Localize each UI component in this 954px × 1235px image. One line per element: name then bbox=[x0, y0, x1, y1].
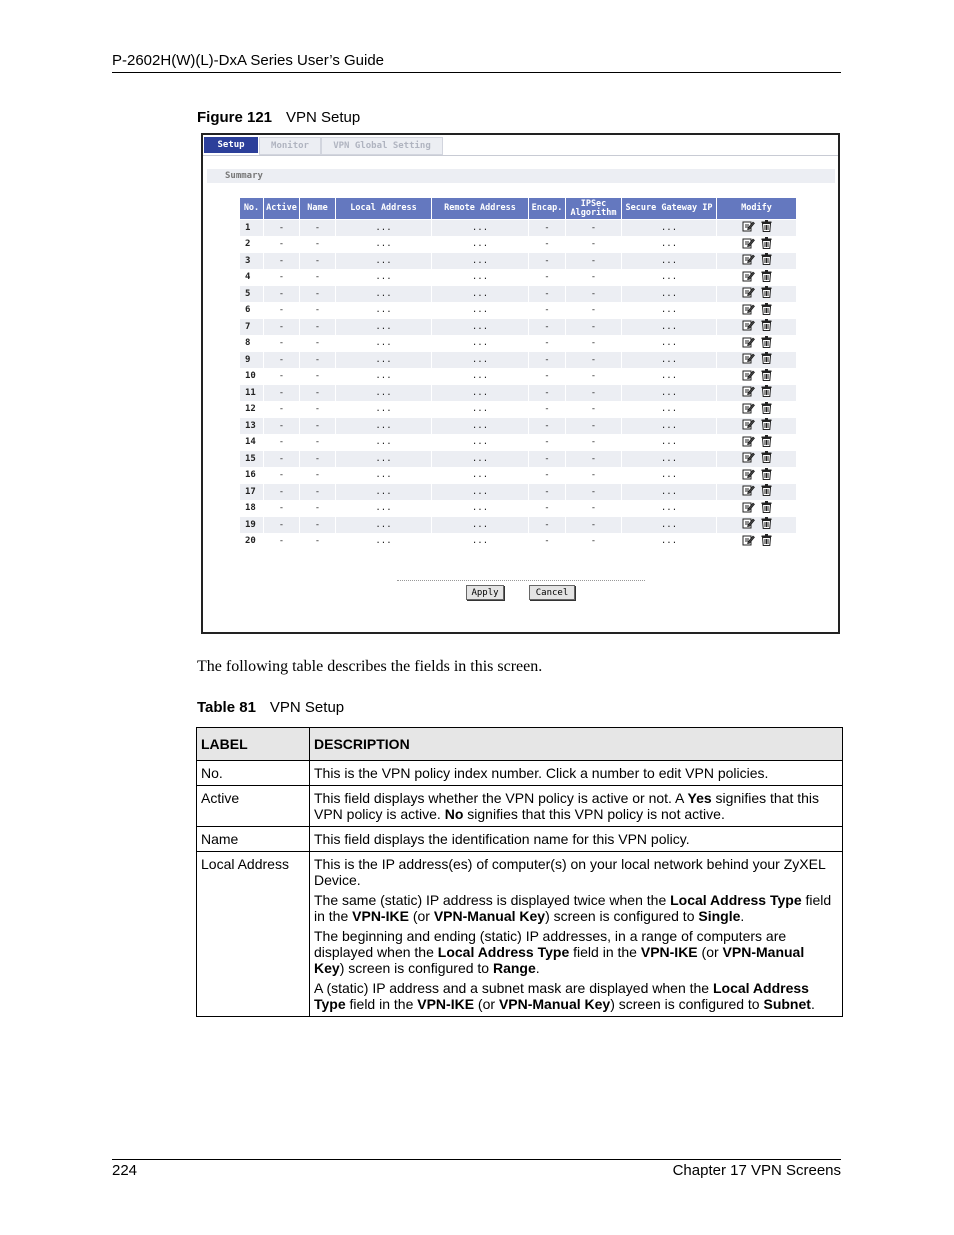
cell-no[interactable]: 15 bbox=[240, 451, 263, 467]
tab-vpn-global-setting[interactable]: VPN Global Setting bbox=[321, 137, 443, 155]
cell-remote-address: ... bbox=[432, 534, 528, 550]
cell-active: - bbox=[264, 402, 299, 418]
table-row bbox=[240, 352, 796, 368]
tab-setup[interactable]: Setup bbox=[204, 137, 258, 153]
cell-encap: - bbox=[529, 270, 565, 286]
tab-bar bbox=[203, 135, 838, 156]
delete-icon[interactable] bbox=[761, 435, 772, 450]
cell-modify bbox=[717, 435, 796, 451]
table-caption bbox=[197, 699, 344, 716]
cell-modify bbox=[717, 237, 796, 253]
summary-section-header bbox=[207, 169, 835, 183]
cell-name: - bbox=[300, 534, 335, 550]
cell-name: - bbox=[300, 270, 335, 286]
apply-button[interactable]: Apply bbox=[466, 585, 504, 600]
cell-ipsec-algorithm: - bbox=[566, 220, 621, 236]
cell-local-address: ... bbox=[336, 220, 431, 236]
row-label: Name bbox=[197, 827, 310, 852]
cell-remote-address: ... bbox=[432, 270, 528, 286]
cell-active: - bbox=[264, 270, 299, 286]
cell-secure-gateway-ip: ... bbox=[622, 484, 716, 500]
cell-remote-address: ... bbox=[432, 418, 528, 434]
cell-ipsec-algorithm: - bbox=[566, 319, 621, 335]
cell-ipsec-algorithm: - bbox=[566, 402, 621, 418]
cell-active: - bbox=[264, 253, 299, 269]
cell-no[interactable]: 12 bbox=[240, 402, 263, 418]
cell-ipsec-algorithm: - bbox=[566, 352, 621, 368]
cell-modify bbox=[717, 451, 796, 467]
edit-icon[interactable] bbox=[742, 303, 755, 318]
vpn-policy-table bbox=[239, 197, 797, 550]
delete-icon[interactable] bbox=[761, 253, 772, 268]
cell-local-address: ... bbox=[336, 517, 431, 533]
cancel-button[interactable]: Cancel bbox=[529, 585, 575, 600]
desc-paragraph: The beginning and ending (static) IP addresses, in a range of computers are displayed when the Local Address Type field in the VPN-IKE (or VPN-Manual Key) screen is configured to Range. bbox=[314, 928, 805, 976]
delete-icon[interactable] bbox=[761, 534, 772, 549]
separator-line bbox=[397, 580, 645, 581]
table-row bbox=[240, 501, 796, 517]
delete-icon[interactable] bbox=[761, 468, 772, 483]
table-row bbox=[240, 534, 796, 550]
vpn-table-body bbox=[240, 220, 796, 549]
table-row bbox=[197, 852, 843, 1017]
table-row bbox=[240, 303, 796, 319]
cell-remote-address: ... bbox=[432, 402, 528, 418]
cell-remote-address: ... bbox=[432, 451, 528, 467]
row-label: Local Address bbox=[197, 852, 310, 1017]
cell-no[interactable]: 19 bbox=[240, 517, 263, 533]
cell-active: - bbox=[264, 286, 299, 302]
delete-icon[interactable] bbox=[761, 484, 772, 499]
table-title: VPN Setup bbox=[269, 699, 345, 716]
cell-local-address: ... bbox=[336, 402, 431, 418]
cell-local-address: ... bbox=[336, 286, 431, 302]
cell-active: - bbox=[264, 303, 299, 319]
cell-secure-gateway-ip: ... bbox=[622, 517, 716, 533]
cell-encap: - bbox=[529, 435, 565, 451]
cell-modify bbox=[717, 352, 796, 368]
cell-remote-address: ... bbox=[432, 336, 528, 352]
cell-active: - bbox=[264, 435, 299, 451]
cell-name: - bbox=[300, 418, 335, 434]
cell-remote-address: ... bbox=[432, 385, 528, 401]
cell-no[interactable]: 13 bbox=[240, 418, 263, 434]
cell-active: - bbox=[264, 220, 299, 236]
cell-remote-address: ... bbox=[432, 253, 528, 269]
col-remote-address: Remote Address bbox=[432, 198, 528, 219]
table-row bbox=[197, 761, 843, 786]
cell-remote-address: ... bbox=[432, 484, 528, 500]
cell-secure-gateway-ip: ... bbox=[622, 501, 716, 517]
cell-local-address: ... bbox=[336, 468, 431, 484]
cell-name: - bbox=[300, 319, 335, 335]
table-row bbox=[240, 385, 796, 401]
cell-active: - bbox=[264, 468, 299, 484]
edit-icon[interactable] bbox=[742, 451, 755, 466]
cell-remote-address: ... bbox=[432, 517, 528, 533]
cell-secure-gateway-ip: ... bbox=[622, 435, 716, 451]
cell-active: - bbox=[264, 484, 299, 500]
cell-local-address: ... bbox=[336, 270, 431, 286]
table-row bbox=[240, 418, 796, 434]
table-row bbox=[240, 319, 796, 335]
cell-active: - bbox=[264, 352, 299, 368]
cell-secure-gateway-ip: ... bbox=[622, 369, 716, 385]
vpn-setup-screenshot bbox=[201, 133, 840, 634]
cell-name: - bbox=[300, 501, 335, 517]
cell-remote-address: ... bbox=[432, 319, 528, 335]
table-row bbox=[240, 435, 796, 451]
edit-icon[interactable] bbox=[742, 336, 755, 351]
edit-icon[interactable] bbox=[742, 468, 755, 483]
cell-name: - bbox=[300, 303, 335, 319]
cell-secure-gateway-ip: ... bbox=[622, 270, 716, 286]
cell-encap: - bbox=[529, 418, 565, 434]
delete-icon[interactable] bbox=[761, 418, 772, 433]
cell-modify bbox=[717, 270, 796, 286]
cell-ipsec-algorithm: - bbox=[566, 468, 621, 484]
col-encap: Encap. bbox=[529, 198, 565, 219]
edit-icon[interactable] bbox=[742, 220, 755, 235]
cell-local-address: ... bbox=[336, 237, 431, 253]
cell-encap: - bbox=[529, 336, 565, 352]
cell-name: - bbox=[300, 484, 335, 500]
edit-icon[interactable] bbox=[742, 369, 755, 384]
cell-secure-gateway-ip: ... bbox=[622, 352, 716, 368]
cell-name: - bbox=[300, 237, 335, 253]
cell-no[interactable]: 3 bbox=[240, 253, 263, 269]
cell-no[interactable]: 9 bbox=[240, 352, 263, 368]
cell-remote-address: ... bbox=[432, 435, 528, 451]
delete-icon[interactable] bbox=[761, 286, 772, 301]
cell-secure-gateway-ip: ... bbox=[622, 237, 716, 253]
cell-ipsec-algorithm: - bbox=[566, 517, 621, 533]
edit-icon[interactable] bbox=[742, 253, 755, 268]
cell-active: - bbox=[264, 534, 299, 550]
cell-no[interactable]: 4 bbox=[240, 270, 263, 286]
delete-icon[interactable] bbox=[761, 270, 772, 285]
cell-name: - bbox=[300, 402, 335, 418]
edit-icon[interactable] bbox=[742, 402, 755, 417]
cell-remote-address: ... bbox=[432, 352, 528, 368]
cell-name: - bbox=[300, 385, 335, 401]
cell-remote-address: ... bbox=[432, 369, 528, 385]
col-no: No. bbox=[240, 198, 263, 219]
cell-active: - bbox=[264, 451, 299, 467]
cell-modify bbox=[717, 468, 796, 484]
cell-active: - bbox=[264, 319, 299, 335]
cell-no[interactable]: 16 bbox=[240, 468, 263, 484]
cell-encap: - bbox=[529, 319, 565, 335]
cell-no[interactable]: 1 bbox=[240, 220, 263, 236]
table-row bbox=[240, 286, 796, 302]
page-number: 224 bbox=[112, 1162, 138, 1179]
edit-icon[interactable] bbox=[742, 484, 755, 499]
cell-name: - bbox=[300, 451, 335, 467]
cell-modify bbox=[717, 369, 796, 385]
cell-ipsec-algorithm: - bbox=[566, 253, 621, 269]
desc-paragraph: A (static) IP address and a subnet mask are displayed when the Local Address Type field in the VPN-IKE (or VPN-Manual Key) screen is configured to Subnet. bbox=[314, 980, 815, 1012]
table-row bbox=[240, 220, 796, 236]
col-active: Active bbox=[264, 198, 299, 219]
cell-modify bbox=[717, 418, 796, 434]
cell-encap: - bbox=[529, 484, 565, 500]
row-label: No. bbox=[197, 761, 310, 786]
cell-no[interactable]: 6 bbox=[240, 303, 263, 319]
cell-name: - bbox=[300, 468, 335, 484]
cell-ipsec-algorithm: - bbox=[566, 418, 621, 434]
cell-name: - bbox=[300, 369, 335, 385]
cell-local-address: ... bbox=[336, 319, 431, 335]
cell-local-address: ... bbox=[336, 451, 431, 467]
chapter-title: Chapter 17 VPN Screens bbox=[672, 1162, 841, 1179]
delete-icon[interactable] bbox=[761, 237, 772, 252]
cell-remote-address: ... bbox=[432, 237, 528, 253]
table-row bbox=[240, 369, 796, 385]
delete-icon[interactable] bbox=[761, 352, 772, 367]
col-ipsec-algorithm: IPSec Algorithm bbox=[566, 198, 621, 219]
edit-icon[interactable] bbox=[742, 286, 755, 301]
cell-name: - bbox=[300, 286, 335, 302]
cell-no[interactable]: 7 bbox=[240, 319, 263, 335]
cell-ipsec-algorithm: - bbox=[566, 435, 621, 451]
cell-no[interactable]: 5 bbox=[240, 286, 263, 302]
cell-modify bbox=[717, 253, 796, 269]
cell-active: - bbox=[264, 501, 299, 517]
desc-paragraph: This is the IP address(es) of computer(s) on your local network behind your ZyXEL Device. bbox=[314, 856, 826, 888]
col-modify: Modify bbox=[717, 198, 796, 219]
delete-icon[interactable] bbox=[761, 517, 772, 532]
edit-icon[interactable] bbox=[742, 270, 755, 285]
table-row bbox=[197, 786, 843, 827]
cell-modify bbox=[717, 501, 796, 517]
cell-active: - bbox=[264, 336, 299, 352]
cell-modify bbox=[717, 336, 796, 352]
cell-active: - bbox=[264, 385, 299, 401]
field-description-table bbox=[196, 727, 843, 1017]
cell-name: - bbox=[300, 220, 335, 236]
cell-secure-gateway-ip: ... bbox=[622, 220, 716, 236]
cell-encap: - bbox=[529, 220, 565, 236]
delete-icon[interactable] bbox=[761, 385, 772, 400]
cell-secure-gateway-ip: ... bbox=[622, 319, 716, 335]
table-row bbox=[240, 237, 796, 253]
document-header: P-2602H(W)(L)-DxA Series User’s Guide bbox=[112, 52, 385, 69]
cell-encap: - bbox=[529, 402, 565, 418]
cell-modify bbox=[717, 286, 796, 302]
cell-encap: - bbox=[529, 286, 565, 302]
cell-ipsec-algorithm: - bbox=[566, 484, 621, 500]
edit-icon[interactable] bbox=[742, 534, 755, 549]
cell-encap: - bbox=[529, 385, 565, 401]
cell-modify bbox=[717, 517, 796, 533]
table-row bbox=[240, 402, 796, 418]
row-label: Active bbox=[197, 786, 310, 827]
delete-icon[interactable] bbox=[761, 336, 772, 351]
cell-active: - bbox=[264, 418, 299, 434]
cell-remote-address: ... bbox=[432, 286, 528, 302]
cell-ipsec-algorithm: - bbox=[566, 237, 621, 253]
table-row bbox=[240, 468, 796, 484]
header-description: DESCRIPTION bbox=[310, 728, 843, 761]
cell-local-address: ... bbox=[336, 484, 431, 500]
table-row bbox=[240, 517, 796, 533]
cell-remote-address: ... bbox=[432, 468, 528, 484]
cell-encap: - bbox=[529, 468, 565, 484]
edit-icon[interactable] bbox=[742, 501, 755, 516]
cell-secure-gateway-ip: ... bbox=[622, 253, 716, 269]
delete-icon[interactable] bbox=[761, 451, 772, 466]
table-row bbox=[240, 336, 796, 352]
cell-no[interactable]: 11 bbox=[240, 385, 263, 401]
col-local-address: Local Address bbox=[336, 198, 431, 219]
figure-caption bbox=[197, 109, 360, 126]
cell-secure-gateway-ip: ... bbox=[622, 468, 716, 484]
cell-local-address: ... bbox=[336, 253, 431, 269]
row-description: This is the VPN policy index number. Click a number to edit VPN policies. bbox=[310, 761, 843, 786]
cell-encap: - bbox=[529, 352, 565, 368]
edit-icon[interactable] bbox=[742, 237, 755, 252]
edit-icon[interactable] bbox=[742, 319, 755, 334]
cell-no[interactable]: 17 bbox=[240, 484, 263, 500]
cell-ipsec-algorithm: - bbox=[566, 451, 621, 467]
cell-modify bbox=[717, 319, 796, 335]
cell-name: - bbox=[300, 435, 335, 451]
cell-remote-address: ... bbox=[432, 303, 528, 319]
cell-name: - bbox=[300, 253, 335, 269]
cell-encap: - bbox=[529, 253, 565, 269]
cell-active: - bbox=[264, 237, 299, 253]
figure-label: Figure 121 bbox=[197, 109, 273, 126]
cell-secure-gateway-ip: ... bbox=[622, 534, 716, 550]
delete-icon[interactable] bbox=[761, 220, 772, 235]
col-name: Name bbox=[300, 198, 335, 219]
cell-encap: - bbox=[529, 501, 565, 517]
cell-secure-gateway-ip: ... bbox=[622, 303, 716, 319]
edit-icon[interactable] bbox=[742, 418, 755, 433]
row-description: This field displays whether the VPN policy is active or not. A Yes signifies that this VPN policy is active. No signifies that this VPN policy is not active. bbox=[310, 786, 843, 827]
figure-title: VPN Setup bbox=[286, 109, 361, 126]
cell-name: - bbox=[300, 336, 335, 352]
cell-modify bbox=[717, 484, 796, 500]
cell-no[interactable]: 18 bbox=[240, 501, 263, 517]
cell-modify bbox=[717, 220, 796, 236]
cell-encap: - bbox=[529, 369, 565, 385]
cell-local-address: ... bbox=[336, 534, 431, 550]
cell-name: - bbox=[300, 517, 335, 533]
delete-icon[interactable] bbox=[761, 369, 772, 384]
cell-local-address: ... bbox=[336, 303, 431, 319]
cell-no[interactable]: 8 bbox=[240, 336, 263, 352]
cell-modify bbox=[717, 303, 796, 319]
cell-encap: - bbox=[529, 303, 565, 319]
cell-no[interactable]: 20 bbox=[240, 534, 263, 550]
cell-secure-gateway-ip: ... bbox=[622, 402, 716, 418]
cell-remote-address: ... bbox=[432, 220, 528, 236]
cell-ipsec-algorithm: - bbox=[566, 270, 621, 286]
table-row bbox=[197, 827, 843, 852]
cell-modify bbox=[717, 534, 796, 550]
table-row bbox=[240, 451, 796, 467]
delete-icon[interactable] bbox=[761, 319, 772, 334]
cell-ipsec-algorithm: - bbox=[566, 534, 621, 550]
cell-local-address: ... bbox=[336, 369, 431, 385]
cell-modify bbox=[717, 385, 796, 401]
footer-rule bbox=[112, 1159, 841, 1160]
cell-ipsec-algorithm: - bbox=[566, 336, 621, 352]
cell-local-address: ... bbox=[336, 385, 431, 401]
header-label: LABEL bbox=[197, 728, 310, 761]
cell-secure-gateway-ip: ... bbox=[622, 385, 716, 401]
cell-local-address: ... bbox=[336, 352, 431, 368]
tab-monitor[interactable]: Monitor bbox=[259, 137, 321, 155]
cell-encap: - bbox=[529, 237, 565, 253]
cell-ipsec-algorithm: - bbox=[566, 303, 621, 319]
row-description: This field displays the identification name for this VPN policy. bbox=[310, 827, 843, 852]
cell-secure-gateway-ip: ... bbox=[622, 418, 716, 434]
cell-no[interactable]: 10 bbox=[240, 369, 263, 385]
cell-name: - bbox=[300, 352, 335, 368]
cell-remote-address: ... bbox=[432, 501, 528, 517]
edit-icon[interactable] bbox=[742, 517, 755, 532]
cell-ipsec-algorithm: - bbox=[566, 286, 621, 302]
header-rule bbox=[112, 72, 841, 73]
cell-encap: - bbox=[529, 517, 565, 533]
delete-icon[interactable] bbox=[761, 402, 772, 417]
cell-local-address: ... bbox=[336, 418, 431, 434]
cell-ipsec-algorithm: - bbox=[566, 385, 621, 401]
cell-no[interactable]: 14 bbox=[240, 435, 263, 451]
intro-text: The following table describes the fields in this screen. bbox=[197, 658, 543, 675]
cell-active: - bbox=[264, 369, 299, 385]
table-row bbox=[240, 270, 796, 286]
cell-local-address: ... bbox=[336, 435, 431, 451]
cell-ipsec-algorithm: - bbox=[566, 501, 621, 517]
edit-icon[interactable] bbox=[742, 435, 755, 450]
table-row bbox=[240, 484, 796, 500]
desc-paragraph: The same (static) IP address is displayed twice when the Local Address Type field in the VPN-IKE (or VPN-Manual Key) screen is configured to Single. bbox=[314, 892, 832, 924]
cell-secure-gateway-ip: ... bbox=[622, 451, 716, 467]
cell-no[interactable]: 2 bbox=[240, 237, 263, 253]
cell-secure-gateway-ip: ... bbox=[622, 336, 716, 352]
cell-local-address: ... bbox=[336, 336, 431, 352]
row-description bbox=[310, 852, 843, 1017]
cell-active: - bbox=[264, 517, 299, 533]
edit-icon[interactable] bbox=[742, 385, 755, 400]
delete-icon[interactable] bbox=[761, 303, 772, 318]
summary-label: Summary bbox=[225, 171, 263, 181]
col-secure-gateway-ip: Secure Gateway IP bbox=[622, 198, 716, 219]
cell-secure-gateway-ip: ... bbox=[622, 286, 716, 302]
cell-ipsec-algorithm: - bbox=[566, 369, 621, 385]
edit-icon[interactable] bbox=[742, 352, 755, 367]
cell-local-address: ... bbox=[336, 501, 431, 517]
cell-modify bbox=[717, 402, 796, 418]
table-row bbox=[240, 253, 796, 269]
delete-icon[interactable] bbox=[761, 501, 772, 516]
cell-encap: - bbox=[529, 534, 565, 550]
table-label: Table 81 bbox=[197, 699, 256, 716]
cell-encap: - bbox=[529, 451, 565, 467]
